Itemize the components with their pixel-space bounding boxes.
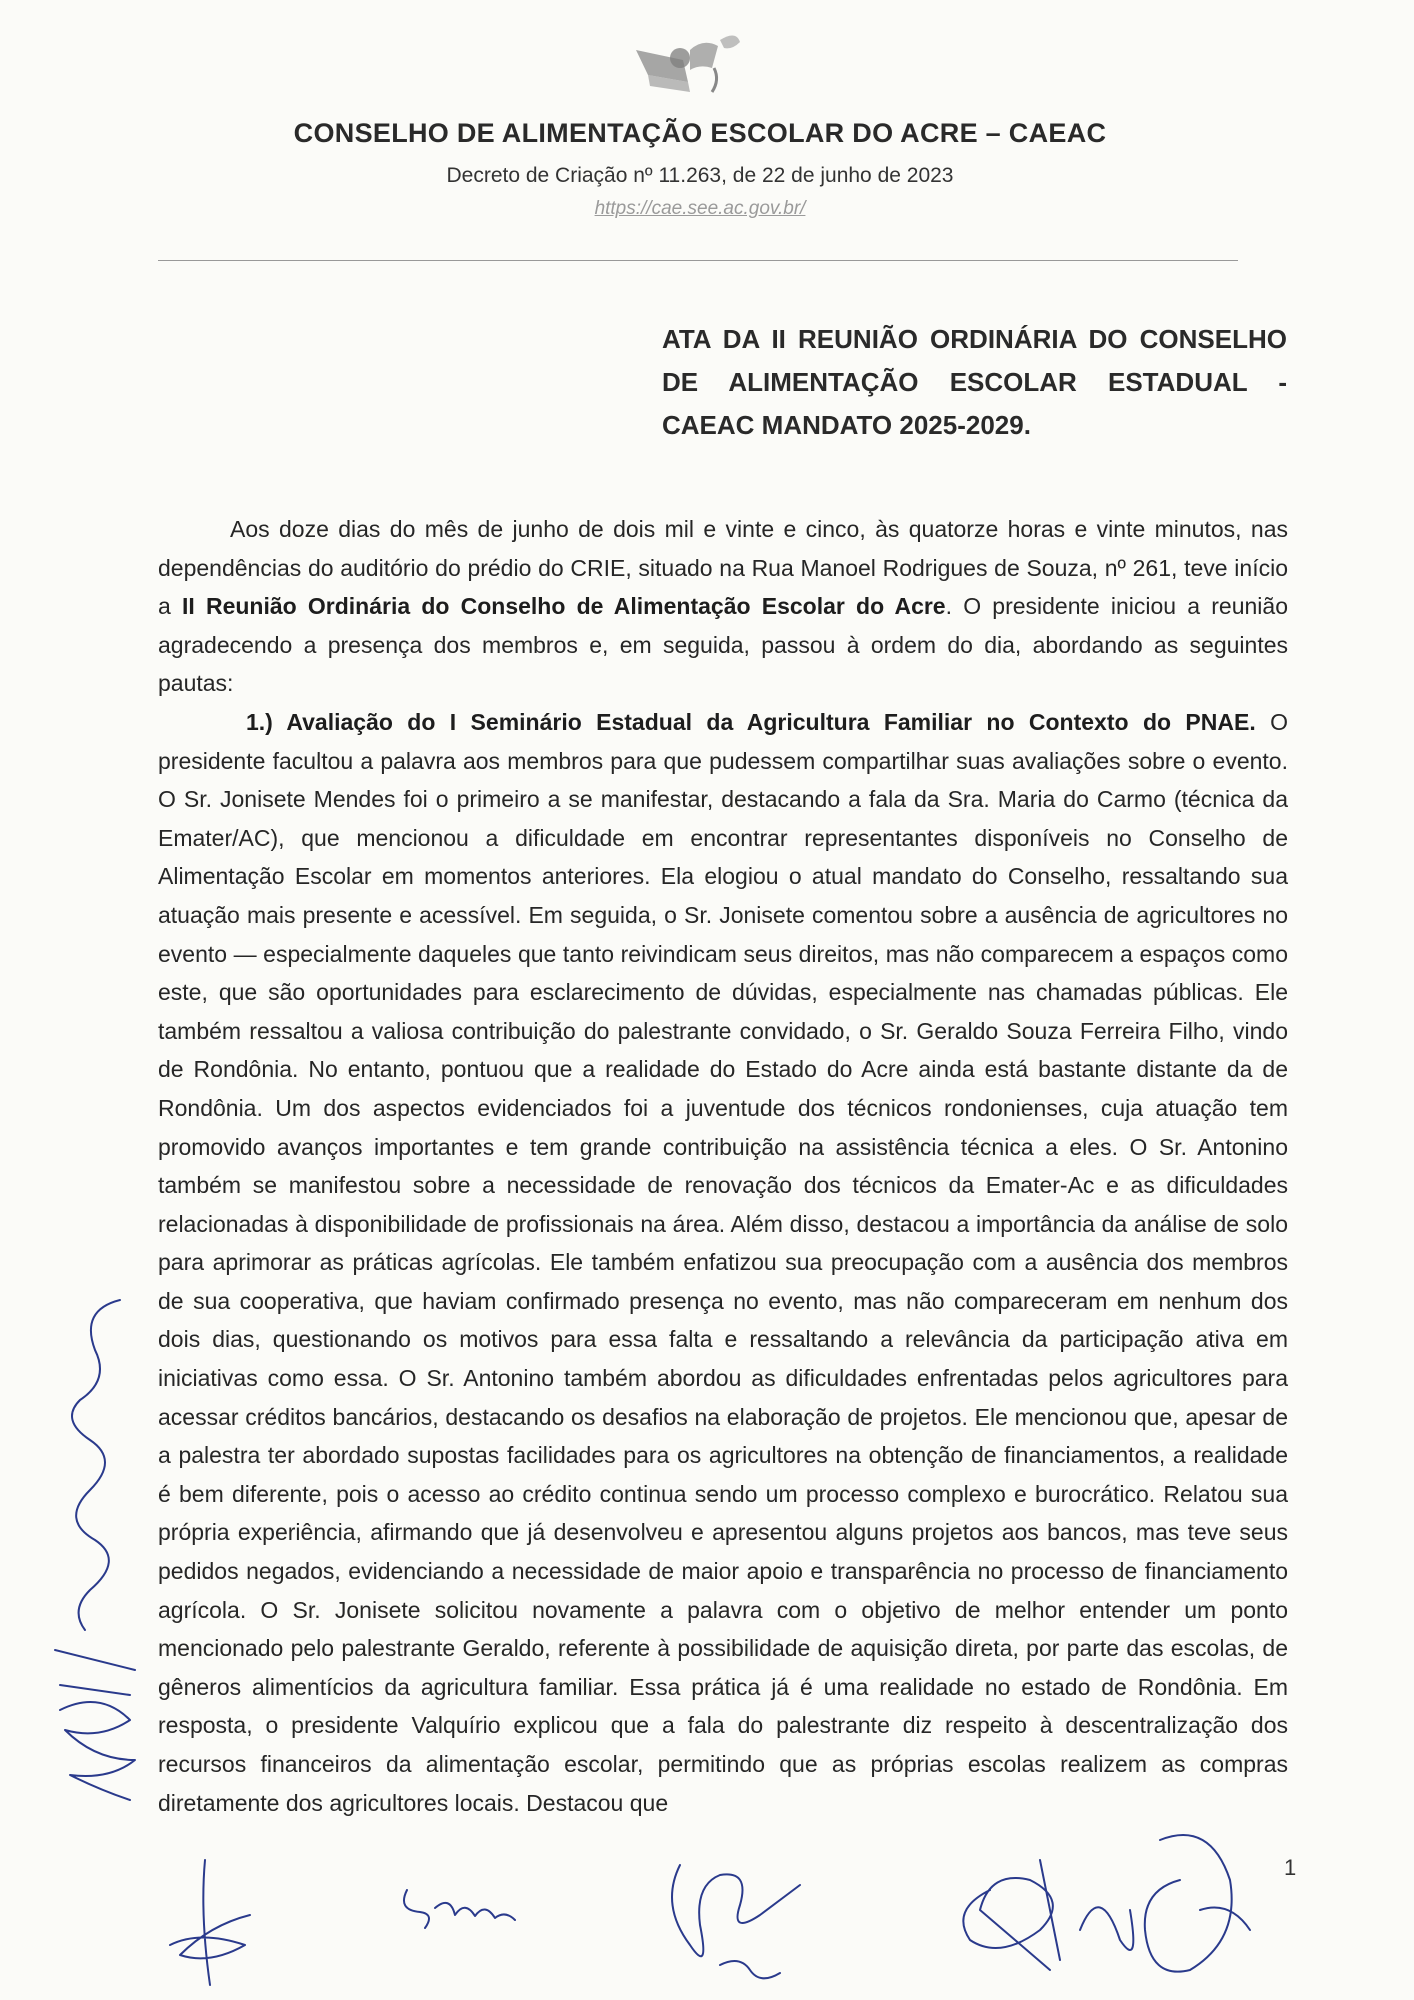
minutes-title: ATA DA II REUNIÃO ORDINÁRIA DO CONSELHO DE ALIMENTAÇÃO ESCOLAR ESTADUAL - CAEAC MANDATO 2025-2029. [662,324,1287,440]
organization-title: CONSELHO DE ALIMENTAÇÃO ESCOLAR DO ACRE – CAEAC [293,118,1107,148]
minutes-body [158,510,1288,1822]
header-divider [158,260,1238,261]
opening-paragraph: Aos doze dias do mês de junho de dois mil e vinte e cinco, às quatorze horas e vinte minutos, nas dependências do auditório do prédio do CRIE, situado na Rua Manoel Rodrigues de Souza, nº 261, teve início a II Reunião Ordinária do Conselho de Alimentação Escolar do Acre. O presidente iniciou a reunião agradecendo a presença dos membros e, em seguida, passou à ordem do dia, abordando as seguintes pautas: [158,516,1288,697]
agenda-item-1-text: O presidente facultou a palavra aos membros para que pudessem compartilhar suas avaliações sobre o evento. O Sr. Jonisete Mendes foi o primeiro a se manifestar, destacando a fala da Sra. Maria do Carmo (técnica da Emater/AC), que mencionou a dificuldade em encontrar representantes disponíveis no Conselho de Alimentação Escolar em momentos anteriores. Ela elogiou o atual mandato do Conselho, ressaltando sua atuação mais presente e acessível. Em seguida, o Sr. Jonisete comentou sobre a ausência de agricultores no evento — especialmente daqueles que tanto reivindicam seus direitos, mas não comparecem a espaços como este, que são oportunidades para esclarecimento de dúvidas, especialmente nas chamadas públicas. Ele também ressaltou a valiosa contribuição do palestrante convidado, o Sr. Geraldo Souza Ferreira Filho, vindo de Rondônia. No entanto, pontuou que a realidade do Estado do Acre ainda está bastante distante da de Rondônia. Um dos aspectos evidenciados foi a juventude dos técnicos rondonienses, cuja atuação tem promovido avanços importantes e tem grande contribuição na assistência técnica a eles. O Sr. Antonino também se manifestou sobre a necessidade de renovação dos técnicos da Emater-Ac e as dificuldades relacionadas à disponibilidade de profissionais na área. Além disso, destacou a importância da análise de solo para aprimorar as práticas agrícolas. Ele também enfatizou sua preocupação com a ausência dos membros de sua cooperativa, que haviam confirmado presença no evento, mas não compareceram em nenhum dos dois dias, questionando os motivos para essa falta e ressaltando a relevância da participação ativa em iniciativas como essa. O Sr. Antonino também abordou as dificuldades enfrentadas pelos agricultores para acessar créditos bancários, destacando os desafios na elaboração de projetos. Ele mencionou que, apesar de a palestra ter abordado supostas facilidades para os agricultores na obtenção de financiamentos, a realidade é bem diferente, pois o acesso ao crédito continua sendo um processo complexo e burocrático. Relatou sua própria experiência, afirmando que já desenvolveu e apresentou alguns projetos aos bancos, mas teve seus pedidos negados, evidenciando a necessidade de maior apoio e transparência no processo de financiamento agrícola. O Sr. Jonisete solicitou novamente a palavra com o objetivo de melhor entender um ponto mencionado pelo palestrante Geraldo, referente à possibilidade de aquisição direta, por parte das escolas, de gêneros alimentícios da agricultura familiar. Essa prática já é uma realidade no estado de Rondônia. Em resposta, o presidente Valquírio explicou que a fala do palestrante diz respeito à descentralização dos recursos financeiros da alimentação escolar, permitindo que as próprias escolas realizem as compras diretamente dos agricultores locais. Destacou que [158,708,1288,1816]
decree-line: Decreto de Criação nº 11.263, de 22 de junho de 2023 [446,164,954,187]
margin-signature [40,1290,150,1815]
signature-2 [395,1880,525,1945]
signature-4 [930,1820,1280,1995]
website-link[interactable]: https://cae.see.ac.gov.br/ [594,198,806,219]
agenda-item-1 [158,703,1288,1822]
meeting-name: II Reunião Ordinária do Conselho de Alimentação Escolar do Acre [181,593,946,620]
council-logo-icon [628,20,748,100]
agenda-item-1-heading: 1.) Avaliação do I Seminário Estadual da Agricultura Familiar no Contexto do PNAE. [246,708,1256,735]
signature-3 [650,1845,820,2000]
signature-1 [150,1855,270,2000]
page-number: 1 [1284,1855,1297,1880]
